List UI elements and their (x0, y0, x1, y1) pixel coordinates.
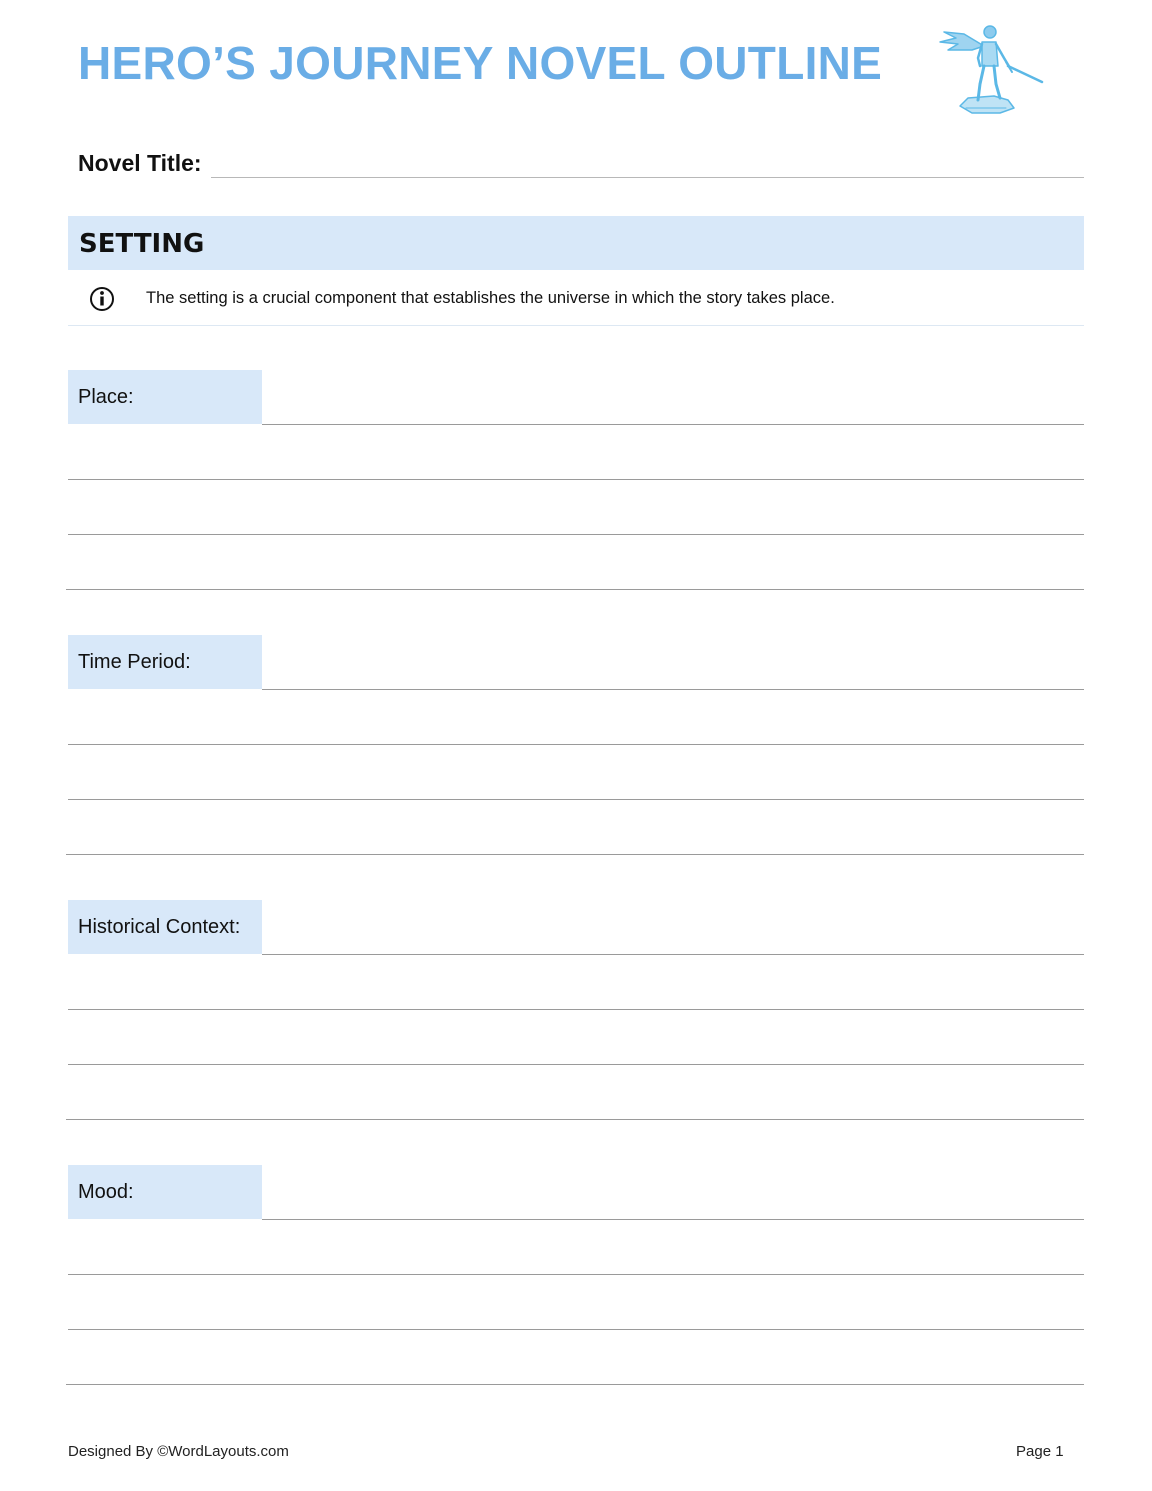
writing-line[interactable] (68, 534, 1084, 535)
field-label-box (68, 900, 262, 954)
writing-line[interactable] (66, 854, 1084, 855)
field-label-box (68, 635, 262, 689)
writing-line[interactable] (262, 424, 1084, 425)
field-label: Place: (78, 386, 134, 408)
hero-with-sword-icon (936, 18, 1048, 118)
field-label-box (68, 370, 262, 424)
writing-line[interactable] (68, 799, 1084, 800)
writing-line[interactable] (262, 954, 1084, 955)
writing-line[interactable] (262, 1219, 1084, 1220)
section-info-text: The setting is a crucial component that establishes the universe in which the story takes place. (146, 289, 835, 307)
field-label: Mood: (78, 1181, 134, 1203)
writing-line[interactable] (262, 689, 1084, 690)
novel-title-label: Novel Title: (78, 150, 202, 176)
writing-line[interactable] (68, 1009, 1084, 1010)
writing-line[interactable] (68, 1274, 1084, 1275)
field-label-box (68, 1165, 262, 1219)
field-place (68, 370, 1084, 590)
novel-title-input-line[interactable] (211, 177, 1084, 178)
section-info-row (68, 271, 1084, 326)
writing-line[interactable] (68, 479, 1084, 480)
document-title: HERO’S JOURNEY NOVEL OUTLINE (78, 37, 883, 89)
writing-line[interactable] (66, 1384, 1084, 1385)
field-mood (68, 1165, 1084, 1385)
writing-line[interactable] (66, 589, 1084, 590)
field-label: Historical Context: (78, 916, 241, 938)
writing-line[interactable] (66, 1119, 1084, 1120)
footer-credit: Designed By ©WordLayouts.com (68, 1443, 289, 1460)
setting-section-header (68, 216, 1084, 270)
section-heading: SETTING (79, 229, 205, 259)
novel-title-field[interactable] (78, 148, 1084, 180)
field-historical-context (68, 900, 1084, 1120)
field-time-period (68, 635, 1084, 855)
page-number: Page 1 (1016, 1443, 1064, 1460)
writing-line[interactable] (68, 1329, 1084, 1330)
info-icon (89, 286, 115, 312)
writing-line[interactable] (68, 1064, 1084, 1065)
field-label: Time Period: (78, 651, 191, 673)
writing-line[interactable] (68, 744, 1084, 745)
